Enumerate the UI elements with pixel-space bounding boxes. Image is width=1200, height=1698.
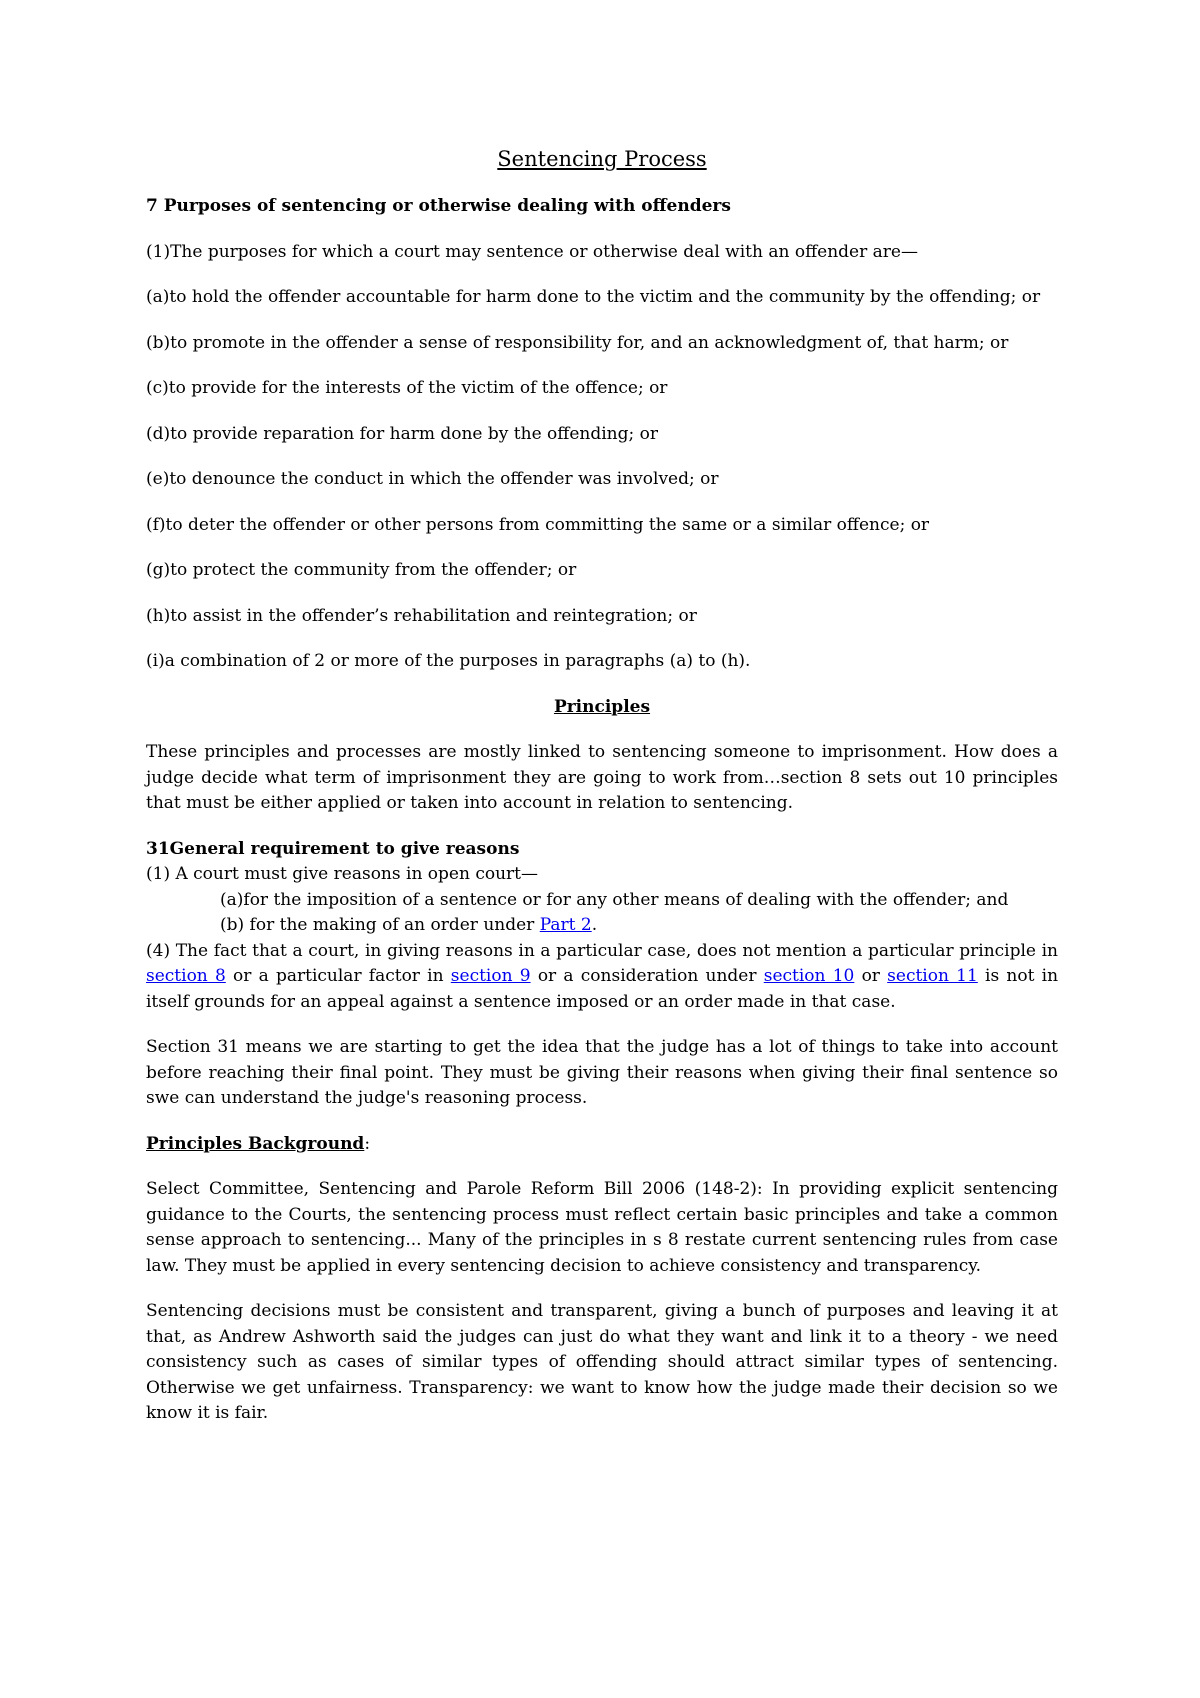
background-heading-line	[146, 1132, 1058, 1158]
section-7-intro: (1)The purposes for which a court may sentence or otherwise deal with an offender are—	[146, 241, 918, 262]
purpose-item-g: (g)to protect the community from the offender; or	[146, 560, 577, 580]
para-4-text-a: (4) The fact that a court, in giving reasons in a particular case, does not mention a particular principle in	[146, 940, 1058, 961]
section-7-heading: 7 Purposes of sentencing or otherwise dealing with offenders	[146, 196, 731, 216]
background-para-1: Select Committee, Sentencing and Parole Reform Bill 2006 (148-2): In providing explicit sentencing guidance to the Courts, the sentencing process must reflect certain basic principles and take a common sense approach to sentencing... Many of the principles in s 8 restate current sentencing rules from case law. They must be applied in every sentencing decision to achieve consistency and transparency.	[146, 1179, 1058, 1276]
background-heading: Principles Background	[146, 1133, 365, 1154]
section-31-item-a: (a)for the imposition of a sentence or for any other means of dealing with the offender; and	[220, 889, 1009, 910]
purpose-item-c: (c)to provide for the interests of the victim of the offence; or	[146, 378, 668, 398]
document-title: Sentencing Process	[497, 147, 707, 171]
purpose-item-d: (d)to provide reparation for harm done by the offending; or	[146, 423, 658, 444]
purpose-item-h: (h)to assist in the offender’s rehabilitation and reintegration; or	[146, 605, 697, 626]
para-4-text-b: or a particular factor in	[225, 966, 451, 986]
part-2-link[interactable]: Part 2	[539, 915, 592, 935]
background-heading-colon: :	[364, 1133, 371, 1154]
section-31-heading: 31General requirement to give reasons	[146, 838, 520, 859]
purpose-item-i: (i)a combination of 2 or more of the purposes in paragraphs (a) to (h).	[146, 651, 751, 671]
purpose-item-f: (f)to deter the offender or other persons from committing the same or a similar offence; or	[146, 514, 930, 535]
section-31-para-4	[146, 939, 1058, 1016]
principles-body: These principles and processes are mostly linked to sentencing someone to imprisonment. How does a judge decide what term of imprisonment they are going to work from…section 8 sets out 10 principles that must be either applied or taken into account in relation to sentencing.	[146, 742, 1058, 813]
purpose-item-e: (e)to denounce the conduct in which the offender was involved; or	[146, 469, 719, 489]
section-31-commentary: Section 31 means we are starting to get the idea that the judge has a lot of things to take into account before reaching their final point. They must be giving their reasons when giving their final sentence so swe can understand the judge's reasoning process.	[146, 1037, 1058, 1108]
section-31-item-b-prefix: (b) for the making of an order under	[220, 915, 540, 935]
para-4-text-e: is not in itself grounds for an appeal against a sentence imposed or an order made in that case.	[146, 966, 1059, 1012]
section-31-item-b-suffix: .	[591, 915, 598, 935]
section-10-link[interactable]: section 10	[763, 966, 855, 986]
section-31-block	[146, 837, 1058, 1016]
background-para-2: Sentencing decisions must be consistent and transparent, giving a bunch of purposes and leaving it at that, as Andrew Ashworth said the judges can just do what they want and link it to a theory - we need consistency such as cases of similar types of offending should attract similar types of sentencing. Otherwise we get unfairness. Transparency: we want to know how the judge made their decision so we know it is fair.	[146, 1301, 1058, 1423]
para-4-text-d: or	[854, 966, 888, 986]
section-11-link[interactable]: section 11	[887, 966, 978, 986]
section-9-link[interactable]: section 9	[450, 966, 531, 986]
purpose-item-a: (a)to hold the offender accountable for harm done to the victim and the community by the offending; or	[146, 287, 1041, 307]
section-31-item-b	[146, 913, 1058, 939]
section-31-line-1: (1) A court must give reasons in open court—	[146, 864, 538, 884]
para-4-text-c: or a consideration under	[530, 966, 764, 986]
principles-heading: Principles	[553, 696, 651, 717]
section-8-link[interactable]: section 8	[146, 966, 226, 986]
purpose-item-b: (b)to promote in the offender a sense of responsibility for, and an acknowledgment of, that harm; or	[146, 332, 1009, 353]
